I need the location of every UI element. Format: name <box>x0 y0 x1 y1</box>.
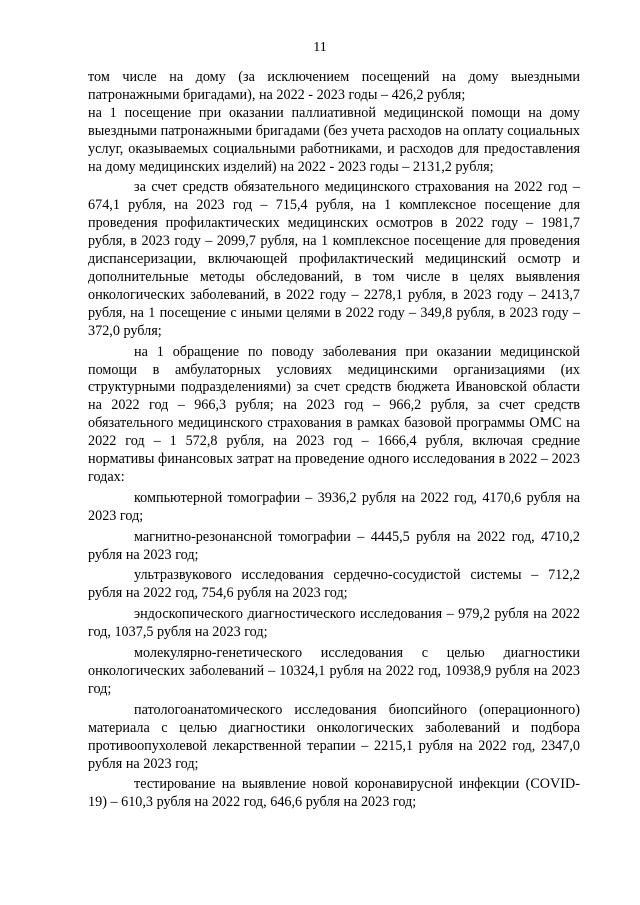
paragraph: тестирование на выявление новой коронавирусной инфекции (COVID-19) – 610,3 рубля на 2022 год, 646,6 рубля на 2023 год; <box>88 776 580 811</box>
paragraph: том числе на дому (за исключением посещений на дому выездными патронажными бригадами), на 2022 - 2023 годы – 426,2 рубля; <box>88 69 580 103</box>
paragraph: молекулярно-генетического исследования с целью диагностики онкологических заболеваний – 10324,1 рубля на 2022 год, 10938,9 рубля на 2023 год; <box>88 645 580 697</box>
page-number: 11 <box>313 40 327 55</box>
paragraph: ультразвукового исследования сердечно-сосудистой системы – 712,2 рубля на 2022 год, 754,6 рубля на 2023 год; <box>88 567 580 602</box>
paragraph: компьютерной томографии – 3936,2 рубля на 2022 год, 4170,6 рубля на 2023 год; <box>88 489 580 524</box>
body-text <box>88 69 580 812</box>
paragraph: на 1 обращение по поводу заболевания при оказании медицинской помощи в амбулаторных условиях медицинскими организациями (их структурными подразделениями) за счет средств бюджета Ивановской области на 2022 год – 966,3 рубля; на 2023 год – 966,2 рубля, за счет средств обязательного медицинского страхования в рамках базовой программы ОМС на 2022 год – 1 572,8 рубля, на 2023 год – 1666,4 рубля, включая средние нормативы финансовых затрат на проведение одного исследования в 2022 – 2023 годах: <box>88 343 580 485</box>
paragraph: магнитно-резонансной томографии – 4445,5 рубля на 2022 год, 4710,2 рубля на 2023 год; <box>88 528 580 563</box>
paragraph: эндоскопического диагностического исследования – 979,2 рубля на 2022 год, 1037,5 рубля на 2023 год; <box>88 606 580 641</box>
paragraph: патологоанатомического исследования биопсийного (операционного) материала с целью диагностики онкологических заболеваний и подбора противоопухолевой лекарственной терапии – 2215,1 рубля на 2022 год, 2347,0 рубля на 2023 год; <box>88 701 580 772</box>
paragraph: за счет средств обязательного медицинского страхования на 2022 год – 674,1 рубля, на 2023 год – 715,4 рубля, на 1 комплексное посещение для проведения профилактических медицинских осмотров в 2022 году – 1981,7 рубля, в 2023 году – 2099,7 рубля, на 1 комплексное посещение для проведения диспансеризации, включающей профилактический медицинский осмотр и дополнительные методы обследований, в том числе в целях выявления онкологических заболеваний, в 2022 году – 2278,1 рубля, в 2023 году – 2413,7 рубля, на 1 посещение с иными целями в 2022 году – 349,8 рубля, в 2023 году – 372,0 рубля; <box>88 179 580 339</box>
paragraph: на 1 посещение при оказании паллиативной медицинской помощи на дому выездными патронажными бригадами (без учета расходов на оплату социальных услуг, оказываемых социальными работниками, и расходов для предоставления на дому медицинских изделий) на 2022 - 2023 годы – 2131,2 рубля; <box>88 104 580 175</box>
